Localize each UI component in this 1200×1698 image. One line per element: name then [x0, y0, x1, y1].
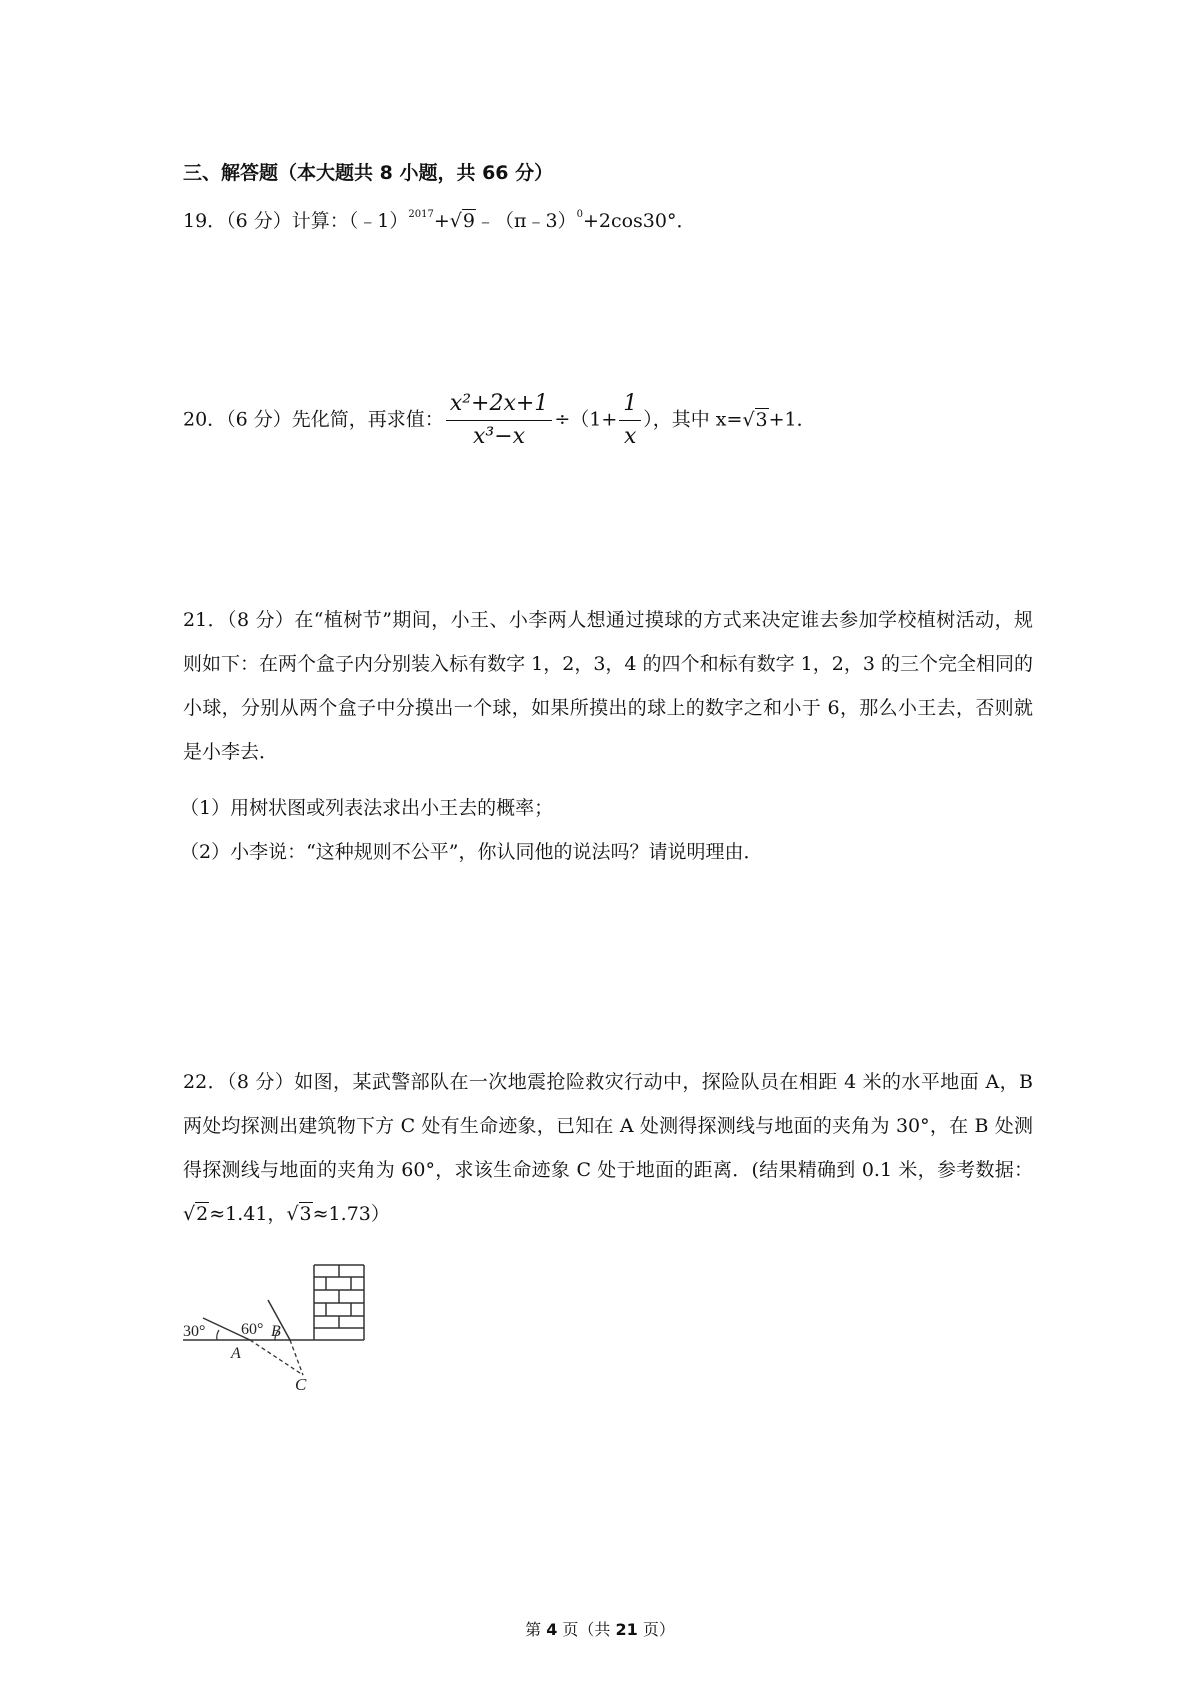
question-20	[183, 390, 816, 451]
page-footer	[0, 1617, 1200, 1640]
q19-prefix: 19．（6 分）计算：（﹣1）	[183, 210, 409, 232]
question-21-part-1: （1）用树状图或列表法求出小王去的概率；	[180, 797, 554, 819]
q20-suffix: +1．	[768, 408, 816, 431]
point-b-label: B	[271, 1323, 281, 1340]
question-22	[183, 1060, 1033, 1236]
footer-mid: 页（共	[557, 1620, 616, 1639]
q19-mid: ﹣（π﹣3）	[475, 210, 577, 232]
q20-inner-denominator: x	[624, 424, 637, 449]
q20-denominator: x³−x	[473, 424, 526, 449]
question-21-part-2: （2）小李说：“这种规则不公平”，你认同他的说法吗？请说明理由．	[180, 841, 763, 863]
footer-total-pages: 21	[615, 1620, 638, 1639]
q19-plus: +	[433, 210, 450, 232]
q20-main-fraction	[446, 390, 553, 451]
q22-approx-2: ≈1.73）	[312, 1203, 390, 1225]
rescue-figure	[183, 1260, 373, 1410]
q20-mid: ），其中 x=	[643, 408, 743, 431]
q20-inner-fraction	[619, 390, 641, 451]
footer-post: 页）	[637, 1620, 675, 1639]
footer-page-number: 4	[546, 1620, 558, 1639]
dashed-line-b	[290, 1340, 303, 1375]
q19-exponent-zero: 0	[576, 209, 583, 220]
q19-suffix: +2cos30°．	[582, 210, 696, 232]
point-a-label: A	[231, 1345, 241, 1362]
question-19	[183, 207, 695, 239]
q19-exponent: 2017	[408, 209, 434, 220]
question-21: 21．（8 分）在“植树节”期间，小王、小李两人想通过摸球的方式来决定谁去参加学校植树活动，规则如下：在两个盒子内分别装入标有数字 1，2，3，4 的四个和标有数字 1，2，3 的三个完全相同的小球，分别从两个盒子中分摸出一个球，如果所摸出的球上的数字之和小于 6，那么小王去，否则就是小李去．	[183, 609, 1033, 763]
q20-prefix: 20．（6 分）先化简，再求值：	[183, 408, 444, 431]
angle-label-30: 30°	[183, 1323, 206, 1340]
q20-inner-numerator: 1	[619, 390, 641, 421]
q22-approx-1: ≈1.41，	[209, 1203, 287, 1225]
sqrt-2: √2	[183, 1203, 209, 1225]
q20-numerator: x²+2x+1	[446, 390, 553, 421]
section-title: 三、解答题（本大题共 8 小题，共 66 分）	[183, 162, 554, 184]
footer-pre: 第	[525, 1620, 547, 1639]
building-wall	[314, 1265, 364, 1340]
dashed-line-a	[250, 1340, 303, 1375]
point-c-label: C	[295, 1375, 307, 1394]
angle-arc-a	[217, 1330, 219, 1340]
sqrt-9: √9	[449, 210, 475, 232]
sqrt-3: √3	[742, 408, 768, 431]
q22-text: 22．（8 分）如图，某武警部队在一次地震抢险救灾行动中，探险队员在相距 4 米的水平地面 A，B 两处均探测出建筑物下方 C 处有生命迹象，已知在 A 处测得探测线与地面的夹角为 30°，在 B 处测得探测线与地面的夹角为 60°，求该生命迹象 C 处于地面的距离．(结果精确到 0.1 米，参考数据：	[183, 1071, 1033, 1181]
sqrt-3-ref: √3	[286, 1203, 312, 1225]
q20-divide: ÷（1+	[554, 408, 618, 431]
angle-label-60: 60°	[241, 1321, 264, 1338]
